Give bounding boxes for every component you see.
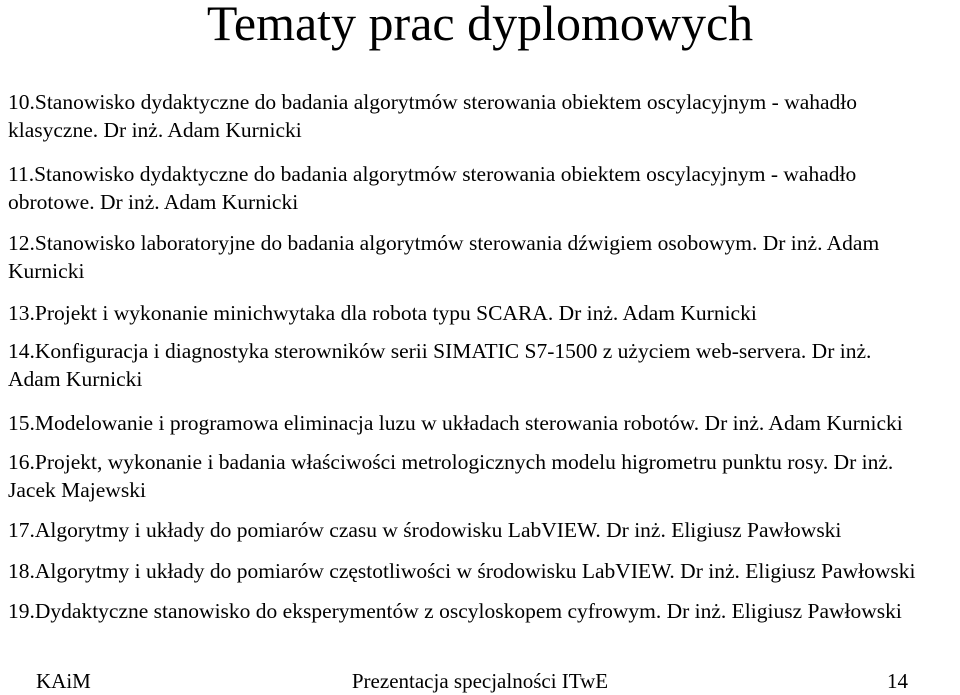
topic-text-line: 16.Projekt, wykonanie i badania właściwości metrologicznych modelu higrometru punktu rosy. Dr inż. (8, 450, 894, 474)
topic-item (8, 299, 953, 327)
topic-text-line: 14.Konfiguracja i diagnostyka sterowników serii SIMATIC S7-1500 z użyciem web-servera. Dr inż. (8, 339, 872, 363)
topic-text-line: 18.Algorytmy i układy do pomiarów częstotliwości w środowisku LabVIEW. Dr inż. Eligiusz Pawłowski (8, 559, 916, 583)
topic-item (8, 409, 953, 437)
slide-title: Tematy prac dyplomowych (206, 0, 754, 51)
topic-item (8, 448, 953, 504)
topic-item (8, 88, 953, 144)
topic-text-line: 12.Stanowisko laboratoryjne do badania algorytmów sterowania dźwigiem osobowym. Dr inż. Adam (8, 231, 880, 255)
topic-text-line: 10.Stanowisko dydaktyczne do badania algorytmów sterowania obiektem oscylacyjnym - wahadło (8, 90, 858, 114)
topic-text-line: 11.Stanowisko dydaktyczne do badania algorytmów sterowania obiektem oscylacyjnym - wahadło (8, 162, 857, 186)
topic-item (8, 597, 953, 625)
topic-text-line: Adam Kurnicki (8, 367, 143, 391)
topic-text-line: Kurnicki (8, 259, 85, 283)
topic-item (8, 160, 953, 216)
topic-text-line: obrotowe. Dr inż. Adam Kurnicki (8, 190, 299, 214)
topic-item (8, 229, 953, 285)
topic-item (8, 337, 953, 393)
topic-text-line: 15.Modelowanie i programowa eliminacja luzu w układach sterowania robotów. Dr inż. Adam Kurnicki (8, 411, 903, 435)
topic-text-line: klasyczne. Dr inż. Adam Kurnicki (8, 118, 302, 142)
footer-department: KAiM (36, 669, 91, 693)
topic-item (8, 516, 953, 544)
topic-text-line: 17.Algorytmy i układy do pomiarów czasu w środowisku LabVIEW. Dr inż. Eligiusz Pawłowski (8, 518, 842, 542)
slide-footer (0, 668, 960, 695)
topic-text-line: 13.Projekt i wykonanie minichwytaka dla robota typu SCARA. Dr inż. Adam Kurnicki (8, 301, 757, 325)
footer-presentation-title: Prezentacja specjalności ITwE (351, 669, 609, 693)
topic-text-line: Jacek Majewski (8, 478, 146, 502)
topic-text-line: 19.Dydaktyczne stanowisko do eksperymentów z oscyloskopem cyfrowym. Dr inż. Eligiusz Pawłowski (8, 599, 902, 623)
topic-item (8, 557, 953, 585)
footer-page-number: 14 (887, 669, 908, 693)
